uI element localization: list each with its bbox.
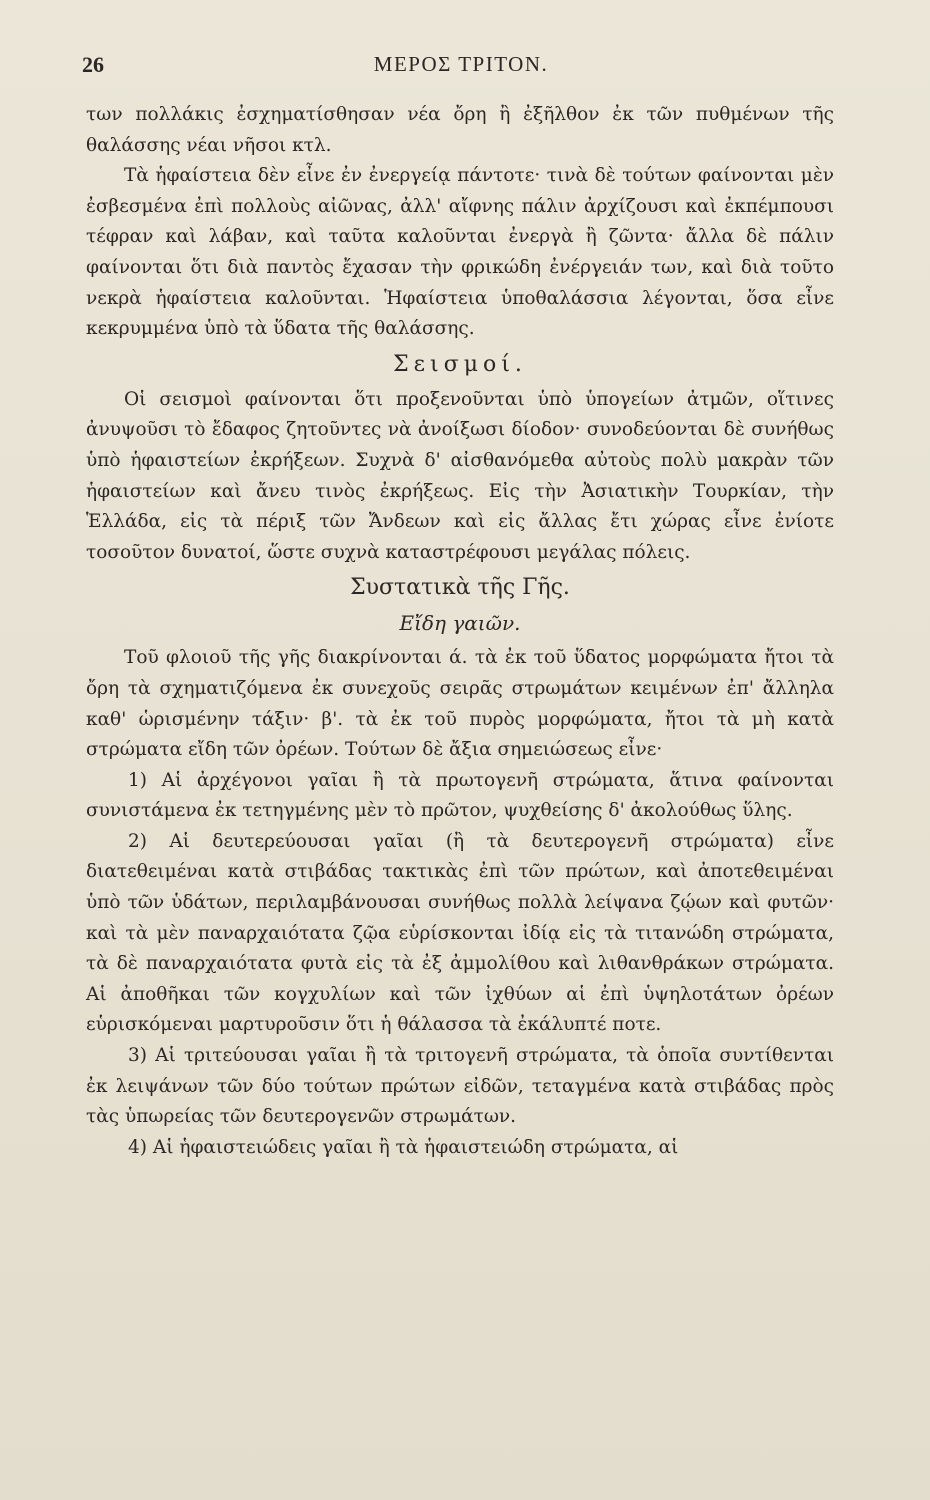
body-text	[86, 100, 834, 1163]
list-item-3: 3) Αἱ τριτεύουσαι γαῖαι ἢ τὰ τριτογενῆ στρώματα, τὰ ὁποῖα συντίθενται ἐκ λειψάνων τῶν δύο τούτων πρώτων εἰδῶν, τεταγμένα κατὰ στιβάδας πρὸς τὰς ὑπωρείας τῶν δευτερογενῶν στρωμάτων.	[86, 1045, 834, 1128]
subheading-eidi-gaion: Εἴδη γαιῶν.	[399, 611, 521, 636]
section-heading-seismoi: Σεισμοί.	[393, 351, 527, 377]
section-heading-systatika: Συστατικὰ τῆς Γῆς.	[350, 575, 570, 601]
paragraph-seismoi: Οἱ σεισμοὶ φαίνονται ὅτι προξενοῦνται ὑπὸ ὑπογείων ἀτμῶν, οἵτινες ἀνυψοῦσι τὸ ἔδαφος ζητοῦντες νὰ ἀνοίξωσι δίοδον· συνοδεύονται δὲ συνήθως ὑπὸ ἡφαιστείων ἐκρήξεων. Συχνὰ δ' αἰσθανόμεθα αὐτοὺς πολὺ μακρὰν τῶν ἡφαιστείων καὶ ἄνευ τινὸς ἐκρήξεως. Εἰς τὴν Ἀσιατικὴν Τουρκίαν, τὴν Ἑλλάδα, εἰς τὰ πέριξ τῶν Ἄνδεων καὶ εἰς ἄλλας ἔτι χώρας εἶνε ἐνίοτε τοσοῦτον δυνατοί, ὥστε συχνὰ καταστρέφουσι μεγάλας πόλεις.	[86, 388, 834, 563]
list-item-2: 2) Αἱ δευτερεύουσαι γαῖαι (ἢ τὰ δευτερογενῆ στρώματα) εἶνε διατεθειμέναι κατὰ στιβάδας τακτικὰς ἐπὶ τῶν πρώτων, καὶ ἀποτεθειμέναι ὑπὸ τῶν ὑδάτων, περιλαμβάνουσαι συνήθως πολλὰ λείψανα ζῴων καὶ φυτῶν· καὶ τὰ μὲν παναρχαιότατα ζῷα εὑρίσκονται ἰδίᾳ εἰς τὰ τιτανώδη στρώματα, τὰ δὲ παναρχαιότατα φυτὰ εἰς τὰ ἐξ ἀμμολίθου καὶ λιθανθράκων στρώματα. Αἱ ἀποθῆκαι τῶν κογχυλίων καὶ τῶν ἰχθύων αἱ ἐπὶ ὑψηλοτάτων ὀρέων εὑρισκόμεναι μαρτυροῦσιν ὅτι ἡ θάλασσα τὰ ἐκάλυπτέ ποτε.	[86, 830, 834, 1036]
paragraph-intro: Τοῦ φλοιοῦ τῆς γῆς διακρίνονται ά. τὰ ἐκ τοῦ ὕδατος μορφώματα ἤτοι τὰ ὄρη τὰ σχηματιζόμενα ἐκ συνεχοῦς σειρᾶς στρωμάτων κειμένων ἐπ' ἄλληλα καθ' ὡρισμένην τάξιν· β'. τὰ ἐκ τοῦ πυρὸς μορφώματα, ἤτοι τὰ μὴ κατὰ στρώματα εἴδη τῶν ὀρέων. Τούτων δὲ ἄξια σημειώσεως εἶνε·	[86, 647, 834, 761]
paragraph-continuation: των πολλάκις ἐσχηματίσθησαν νέα ὄρη ἢ ἐξῆλθον ἐκ τῶν πυθμένων τῆς θαλάσσης νέαι νῆσοι κτλ.	[86, 104, 834, 156]
part-title: ΜΕΡΟΣ ΤΡΙΤΟΝ.	[373, 52, 549, 76]
page-number: 26	[82, 52, 104, 77]
list-item-1: 1) Αἱ ἀρχέγονοι γαῖαι ἢ τὰ πρωτογενῆ στρώματα, ἅτινα φαίνονται συνιστάμενα ἐκ τετηγμένης μὲν τὸ πρῶτον, ψυχθείσης δ' ἀκολούθως ὕλης.	[86, 769, 834, 822]
running-head	[82, 52, 840, 86]
paragraph-volcanoes: Τὰ ἡφαίστεια δὲν εἶνε ἐν ἐνεργείᾳ πάντοτε· τινὰ δὲ τούτων φαίνονται μὲν ἐσβεσμένα ἐπὶ πολλοὺς αἰῶνας, ἀλλ' αἴφνης πάλιν ἀρχίζουσι καὶ ἐκπέμπουσι τέφραν καὶ λάβαν, καὶ ταῦτα καλοῦνται ἐνεργὰ ἢ ζῶντα· ἄλλα δὲ πάλιν φαίνονται ὅτι διὰ παντὸς ἔχασαν τὴν φρικώδη ἐνέργειάν των, καὶ διὰ τοῦτο νεκρὰ ἡφαίστεια καλοῦνται. Ἡφαίστεια ὑποθαλάσσια λέγονται, ὅσα εἶνε κεκρυμμένα ὑπὸ τὰ ὕδατα τῆς θαλάσσης.	[86, 165, 834, 340]
list-item-4: 4) Αἱ ἡφαιστειώδεις γαῖαι ἢ τὰ ἡφαιστειώδη στρώματα, αἱ	[128, 1136, 679, 1158]
